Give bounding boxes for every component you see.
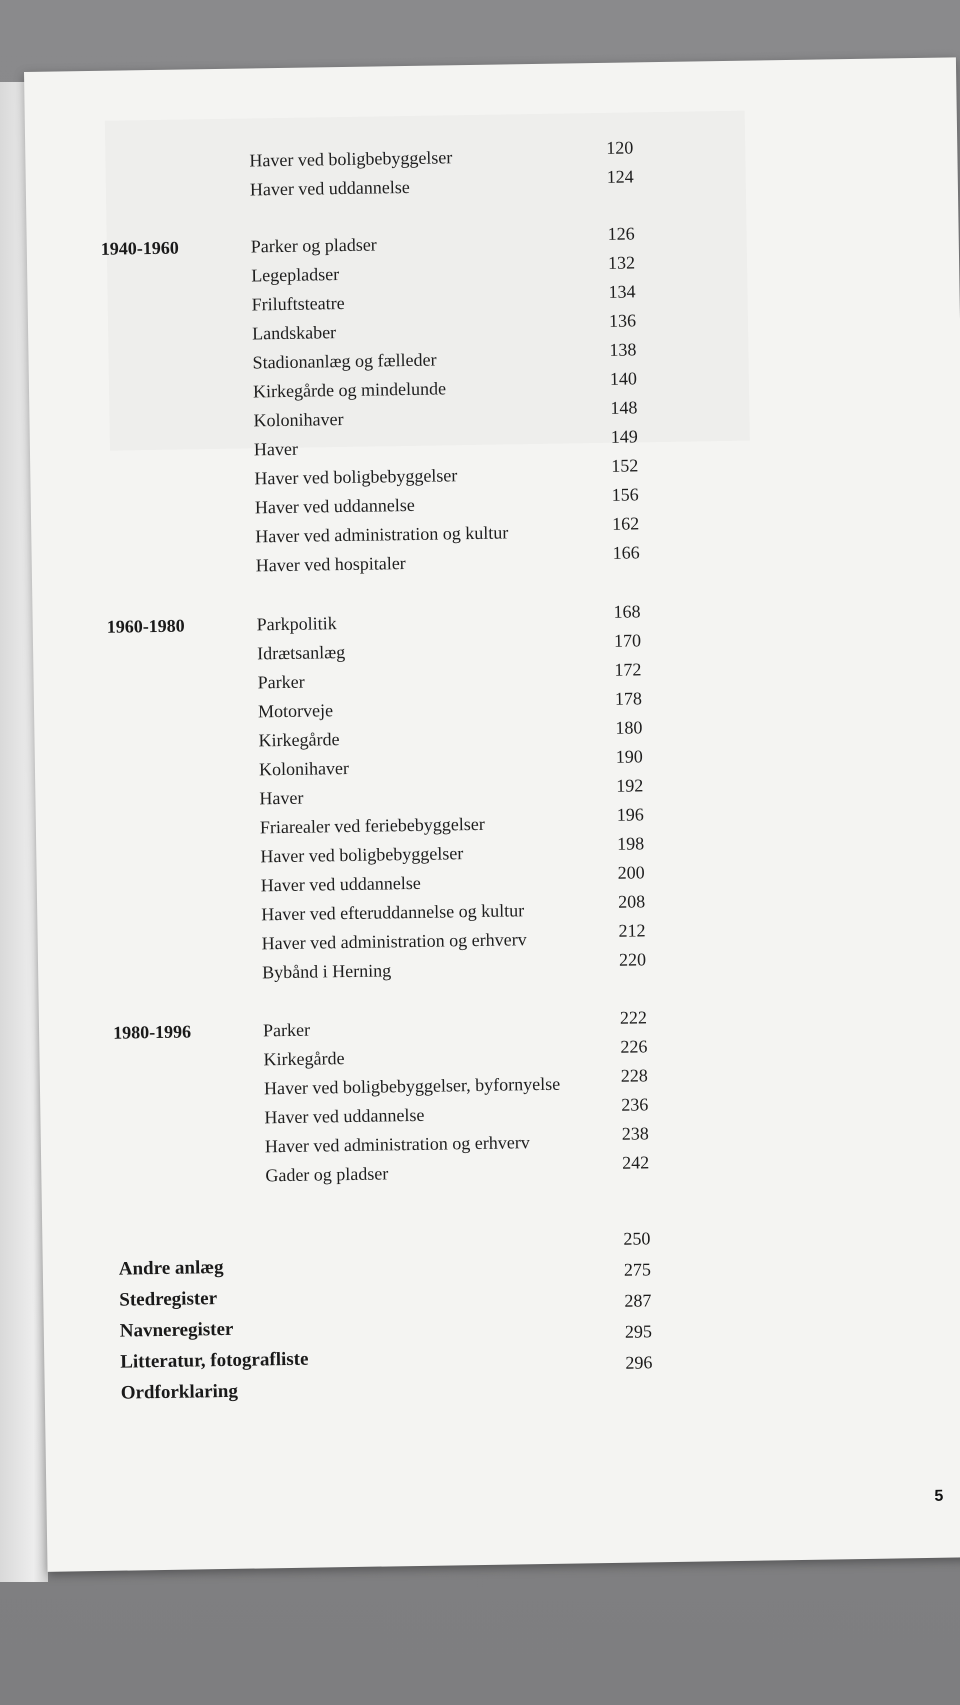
toc-entry-title: Navneregister (119, 1318, 234, 1342)
toc-entry-page: 190 (615, 746, 643, 767)
toc-entry-title: Haver ved uddannelse (254, 494, 415, 518)
section-period: 1960-1980 (106, 615, 185, 637)
toc-entry-title: Parkpolitik (256, 613, 337, 635)
toc-entry-title: Haver ved administration og kultur (255, 522, 509, 547)
toc-entry-title: Haver (253, 438, 299, 460)
toc-entry-title: Haver ved administration og erhverv (261, 929, 527, 954)
toc-entry-page: 212 (618, 920, 646, 941)
toc-entry-page: 208 (617, 891, 646, 912)
toc-entry-page: 120 (606, 137, 634, 158)
toc-entry-title: Haver ved uddannelse (249, 176, 410, 200)
toc-entry-title: Stadionanlæg og fælleder (252, 349, 437, 373)
toc-entry-title: Haver ved efteruddannelse og kultur (261, 900, 525, 925)
toc-entry-page: 148 (610, 397, 638, 418)
toc-entry-page: 152 (611, 455, 639, 476)
toc-entry-title: Haver ved boligbebyggelser, byfornyelse (263, 1073, 561, 1099)
table-of-contents (24, 57, 956, 1404)
toc-entry-page: 196 (616, 804, 644, 825)
toc-entry-page: 126 (607, 223, 635, 244)
toc-entry-title: Andre anlæg (118, 1257, 224, 1280)
toc-entry-page: 226 (620, 1036, 648, 1057)
toc-entry-title: Idrætsanlæg (257, 642, 346, 664)
section-period: 1940-1960 (100, 237, 179, 259)
toc-section-1960-1980 (33, 601, 960, 983)
toc-entry-title: Haver ved boligbebyggelser (254, 465, 458, 489)
toc-entry-title: Kolonihaver (258, 757, 350, 780)
toc-entry-page: 238 (621, 1123, 649, 1144)
toc-section-1940-1960 (27, 223, 959, 576)
toc-entry-page: 178 (614, 688, 643, 709)
toc-entry-title: Litteratur, fotografliste (120, 1348, 309, 1373)
toc-entry-title: Legepladser (251, 264, 340, 286)
toc-entry-title: Haver ved boligbebyggelser (260, 843, 464, 867)
toc-entry-page: 296 (625, 1352, 653, 1373)
toc-entry-page: 168 (613, 601, 641, 622)
toc-entry-page: 124 (606, 166, 634, 187)
toc-entry-page: 180 (615, 717, 643, 738)
section-period: 1980-1996 (112, 1021, 192, 1043)
toc-entry-page: 228 (620, 1065, 648, 1086)
toc-entry-page: 134 (608, 281, 636, 302)
toc-entry-title: Haver ved hospitaler (255, 553, 406, 576)
toc-entry-page: 250 (623, 1228, 651, 1249)
toc-section-1980-1996 (39, 1007, 960, 1186)
toc-entry-title: Kirkegårde (258, 729, 340, 751)
toc-entry-page: 149 (610, 426, 638, 447)
toc-entry-page: 172 (614, 659, 642, 680)
toc-entry-page: 222 (619, 1007, 648, 1028)
page-number: 5 (934, 1487, 944, 1505)
toc-entry-title: Gader og pladser (265, 1163, 389, 1186)
toc-entry-page: 156 (611, 484, 639, 505)
toc-entry-page: 166 (612, 542, 640, 563)
toc-entry-title: Parker (257, 671, 305, 693)
toc-entry-page: 295 (624, 1321, 653, 1342)
toc-entry-title: Bybånd i Herning (262, 960, 392, 983)
book-page (24, 57, 960, 1571)
toc-entry-page: 220 (618, 949, 647, 970)
toc-entry-page: 242 (622, 1152, 650, 1173)
toc-entry-title: Parker og pladser (250, 234, 377, 257)
toc-entry-title: Friluftsteatre (251, 292, 345, 315)
toc-entry-title: Haver ved boligbebyggelser (249, 147, 453, 171)
toc-entry-title: Kolonihaver (253, 409, 344, 431)
toc-entry-page: 136 (608, 310, 637, 331)
toc-entry-title: Motorveje (257, 700, 334, 722)
toc-entry-page: 132 (607, 252, 636, 273)
toc-entry-page: 198 (617, 833, 645, 854)
toc-entry-page: 287 (624, 1290, 652, 1311)
toc-entry-title: Friarealer ved feriebebyggelser (259, 813, 485, 838)
toc-entry-title: Kirkegårde (263, 1048, 345, 1070)
toc-entry-page: 236 (621, 1094, 649, 1115)
toc-entry-title: Kirkegårde og mindelunde (252, 378, 447, 402)
toc-entry-title: Stedregister (119, 1288, 218, 1311)
toc-entry-page: 192 (616, 775, 644, 796)
toc-entry-page: 162 (612, 513, 640, 534)
toc-entry-title: Ordforklaring (120, 1380, 239, 1404)
toc-back-matter (43, 1228, 960, 1404)
toc-entry-title: Haver ved administration og erhverv (264, 1132, 530, 1157)
toc-entry-title: Haver ved uddannelse (264, 1104, 425, 1128)
toc-entry-title: Landskaber (251, 322, 337, 344)
toc-entry-title: Haver ved uddannelse (260, 872, 421, 896)
toc-entry-page: 275 (623, 1259, 652, 1280)
toc-entry-page: 138 (609, 339, 637, 360)
toc-entry-title: Haver (259, 787, 304, 809)
toc-entry-page: 140 (609, 368, 638, 389)
toc-entry-title: Parker (262, 1019, 311, 1041)
toc-entry-page: 170 (613, 630, 642, 651)
toc-entry-page: 200 (617, 862, 645, 883)
